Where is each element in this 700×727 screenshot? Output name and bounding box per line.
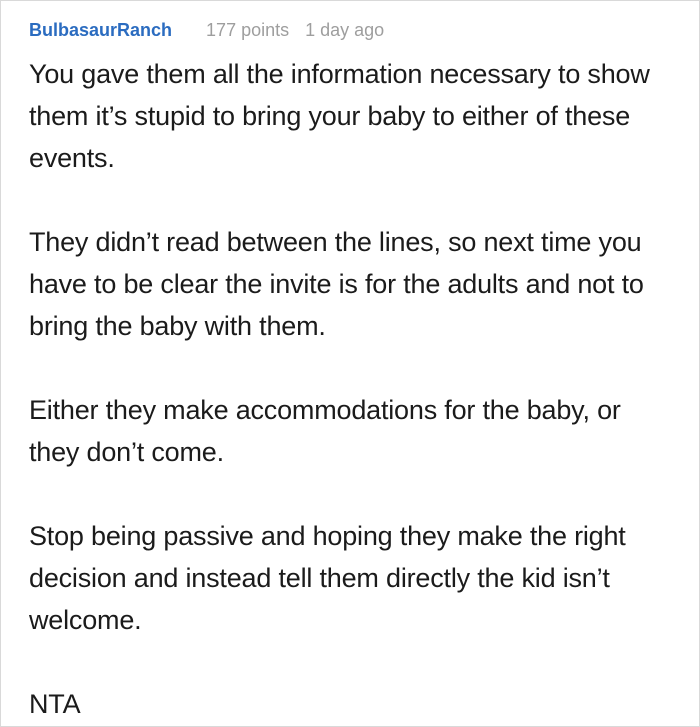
comment-body — [29, 53, 671, 725]
verdict-text: NTA — [29, 689, 81, 719]
comment-paragraph: Stop being passive and hoping they make the right decision and instead tell them directly the kid isn’t welcome. — [29, 521, 626, 635]
comment-paragraph: Either they make accommodations for the baby, or they don’t come. — [29, 395, 621, 467]
comment-author-link[interactable]: BulbasaurRanch — [29, 20, 173, 40]
comment-points: 177 points — [206, 20, 290, 40]
comment-timestamp: 1 day ago — [305, 20, 385, 40]
comment-paragraph: They didn’t read between the lines, so next time you have to be clear the invite is for the adults and not to bring the baby with them. — [29, 227, 644, 341]
comment-header — [29, 18, 671, 42]
comment-paragraph: You gave them all the information necessary to show them it’s stupid to bring your baby to either of these events. — [29, 59, 650, 173]
